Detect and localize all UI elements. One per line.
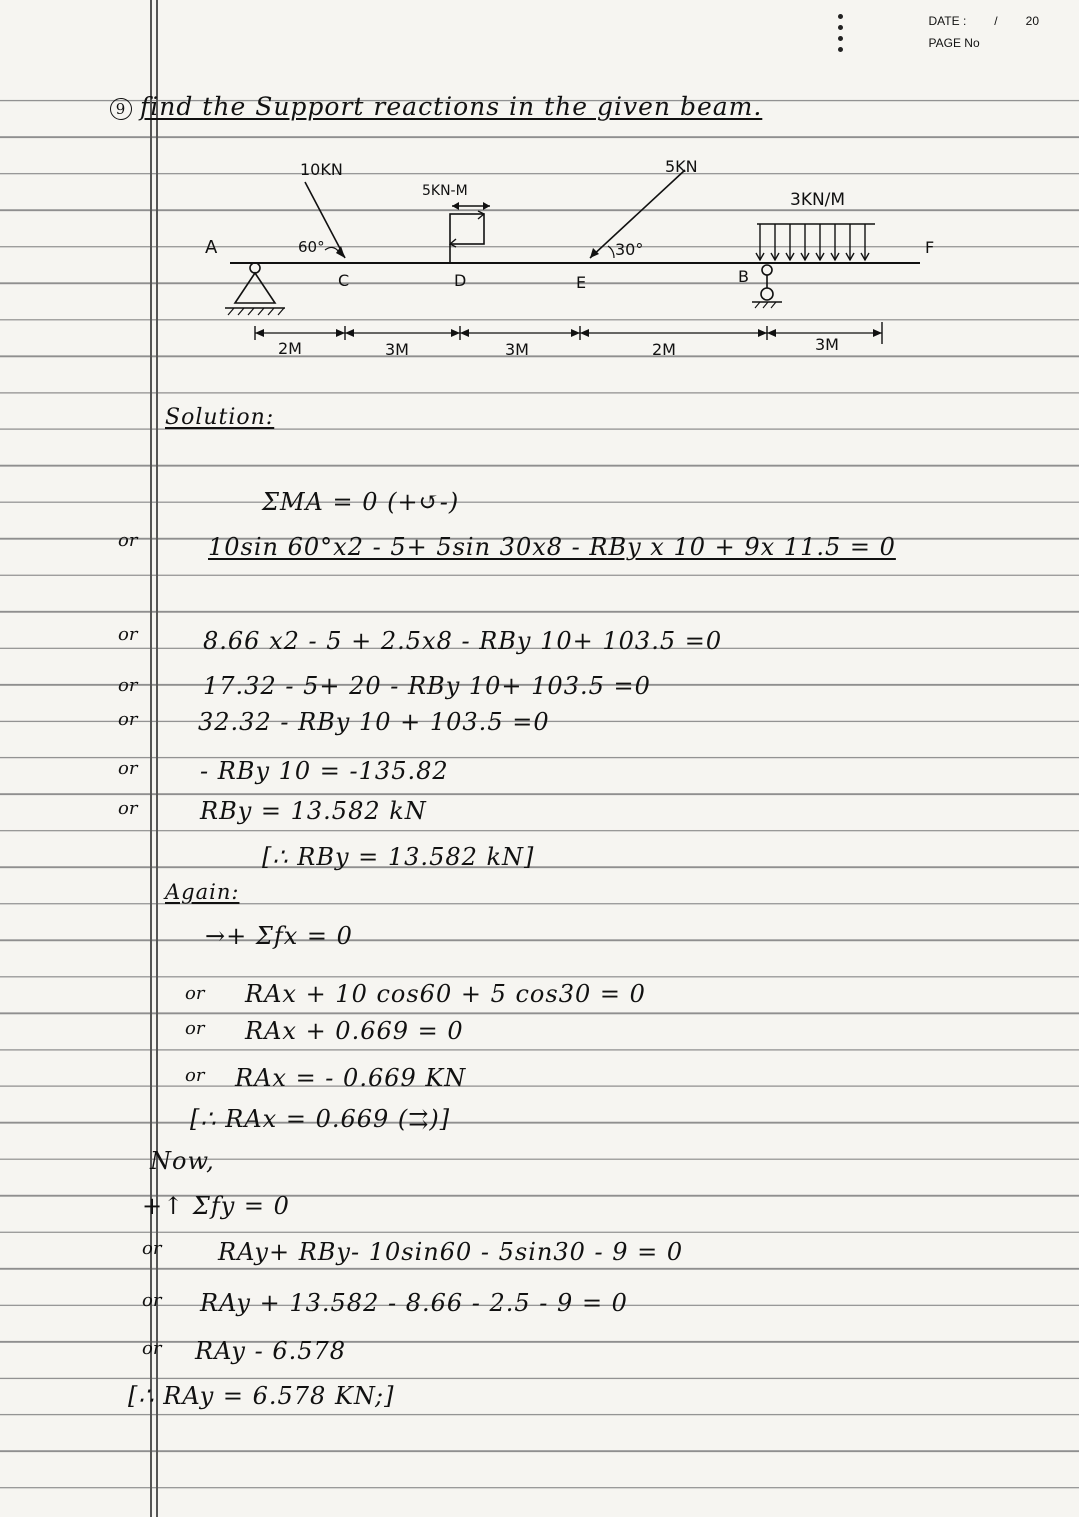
moment-line-4: 32.32 - RBy 10 + 103.5 =0 xyxy=(198,708,550,736)
couple-moment xyxy=(450,202,490,262)
problem-title: find the Support reactions in the given beam. xyxy=(140,92,763,121)
label-c: C xyxy=(338,271,350,290)
load-10kn-label: 10KN xyxy=(300,160,343,179)
span-a-c: 2M xyxy=(278,339,302,358)
span-d-e: 3M xyxy=(505,340,529,359)
udl-load xyxy=(756,224,875,260)
rax-result: [∴ RAx = 0.669 (⇉)] xyxy=(190,1105,451,1133)
or-mark: or xyxy=(118,530,138,551)
angle-30-label: 30° xyxy=(615,240,644,259)
moment-line-3: 17.32 - 5+ 20 - RBy 10+ 103.5 =0 xyxy=(203,672,651,700)
date-label: DATE : xyxy=(928,14,967,28)
label-f: F xyxy=(925,238,935,257)
moment-equation: ΣMA = 0 (+↺-) xyxy=(262,488,460,516)
label-a: A xyxy=(205,237,218,258)
or-mark: or xyxy=(142,1238,162,1259)
pin-support-a xyxy=(225,263,285,315)
or-mark: or xyxy=(185,983,205,1004)
or-mark: or xyxy=(118,758,138,779)
moment-line-5: - RBy 10 = -135.82 xyxy=(200,757,449,785)
date-separator: / xyxy=(994,14,998,28)
or-mark: or xyxy=(142,1290,162,1311)
rby-result: [∴ RBy = 13.582 kN] xyxy=(262,843,535,871)
label-e: E xyxy=(576,273,587,292)
page-no-label: PAGE No xyxy=(928,36,980,50)
page-top-band xyxy=(0,0,1079,66)
load-5kn-label: 5KN xyxy=(665,157,698,176)
couple-label: 5KN-M xyxy=(422,183,468,199)
span-e-b: 2M xyxy=(652,340,676,359)
label-b: B xyxy=(738,267,749,286)
angle-60-label: 60° xyxy=(298,238,325,256)
page-header xyxy=(929,10,1039,54)
udl-label: 3KN/M xyxy=(790,190,846,210)
now-label: Now, xyxy=(150,1147,215,1175)
solution-heading: Solution: xyxy=(165,405,275,430)
label-d: D xyxy=(454,271,467,290)
or-mark: or xyxy=(118,798,138,819)
moment-line-6: RBy = 13.582 kN xyxy=(200,797,427,825)
binding-dots xyxy=(838,14,844,58)
fx-line-1: RAx + 10 cos60 + 5 cos30 = 0 xyxy=(245,980,646,1008)
moment-line-1: 10sin 60°x2 - 5+ 5sin 30x8 - RBy x 10 + 9x 11.5 = 0 xyxy=(208,533,896,561)
dimension-line xyxy=(255,322,882,344)
date-year: 20 xyxy=(1025,14,1039,28)
fy-line-2: RAy + 13.582 - 8.66 - 2.5 - 9 = 0 xyxy=(200,1289,628,1317)
fx-equation: →+ Σfx = 0 xyxy=(205,922,353,950)
or-mark: or xyxy=(185,1065,205,1086)
or-mark: or xyxy=(118,675,138,696)
fx-line-3: RAx = - 0.669 KN xyxy=(235,1064,467,1092)
roller-support-b xyxy=(752,265,782,308)
fy-equation: +↑ Σfy = 0 xyxy=(142,1192,290,1220)
ray-result: [∴ RAy = 6.578 KN;] xyxy=(128,1382,395,1410)
span-b-f: 3M xyxy=(815,335,839,354)
problem-title-row xyxy=(110,92,762,121)
again-label: Again: xyxy=(165,880,240,904)
or-mark: or xyxy=(142,1338,162,1359)
or-mark: or xyxy=(185,1018,205,1039)
or-mark: or xyxy=(118,709,138,730)
fy-line-3: RAy - 6.578 xyxy=(195,1337,347,1365)
span-c-d: 3M xyxy=(385,340,409,359)
moment-line-2: 8.66 x2 - 5 + 2.5x8 - RBy 10+ 103.5 =0 xyxy=(203,627,723,655)
beam-diagram xyxy=(160,150,960,380)
fx-line-2: RAx + 0.669 = 0 xyxy=(245,1017,464,1045)
problem-number: 9 xyxy=(110,98,132,120)
or-mark: or xyxy=(118,624,138,645)
fy-line-1: RAy+ RBy- 10sin60 - 5sin30 - 9 = 0 xyxy=(218,1238,684,1266)
